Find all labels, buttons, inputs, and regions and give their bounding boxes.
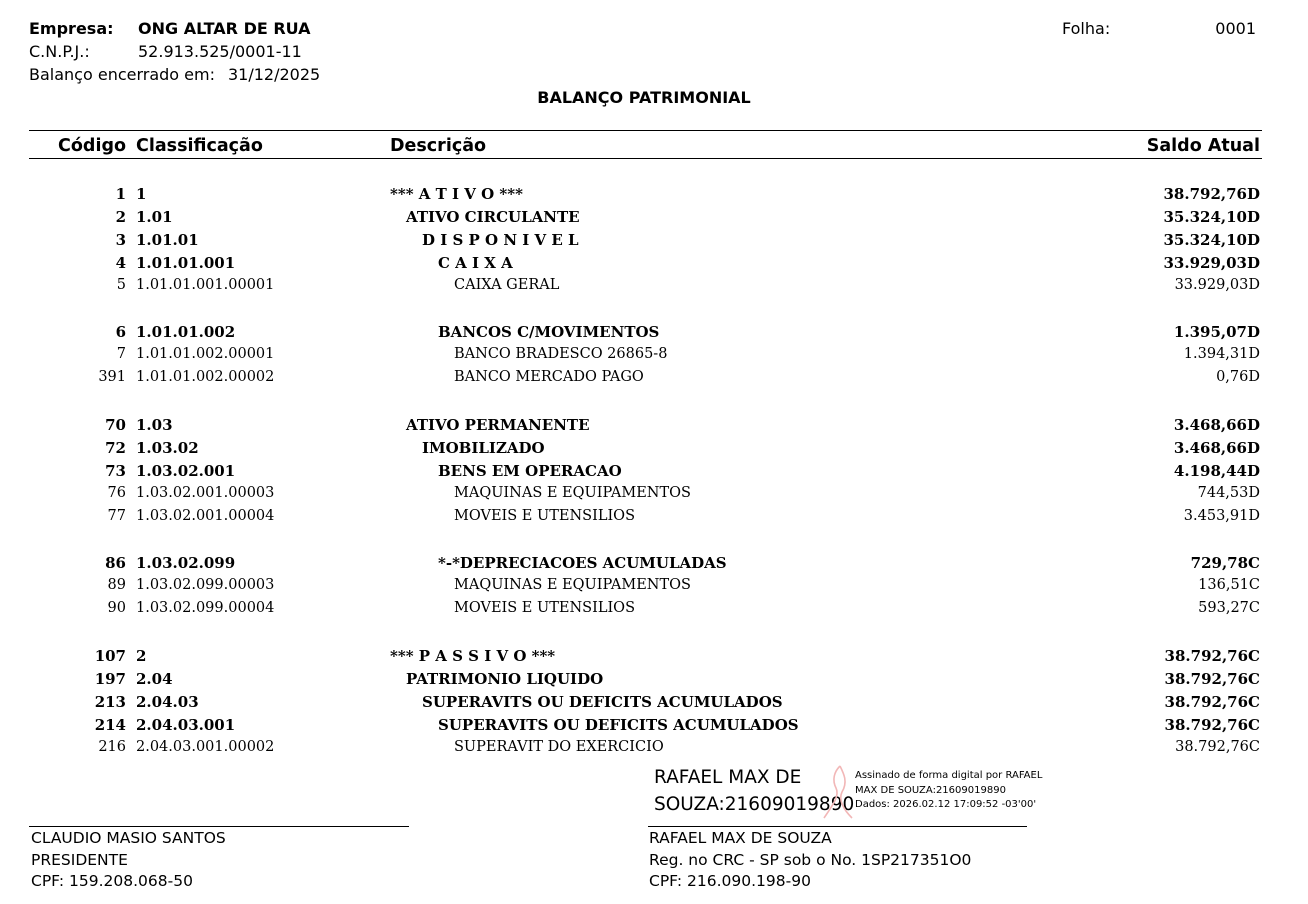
row-classificacao: 1.03.02.099 bbox=[136, 554, 236, 572]
row-classificacao: 1.03 bbox=[136, 416, 173, 434]
row-descricao: PATRIMONIO LIQUIDO bbox=[406, 670, 604, 688]
row-classificacao: 1.03.02.099.00004 bbox=[136, 600, 275, 616]
stamp-name-line2: SOUZA:21609019890 bbox=[654, 794, 855, 815]
table-row bbox=[0, 346, 1308, 369]
row-codigo: 213 bbox=[94, 693, 126, 711]
table-row bbox=[0, 647, 1308, 670]
table-row bbox=[0, 208, 1308, 231]
row-classificacao: 1 bbox=[136, 185, 147, 203]
row-descricao: BENS EM OPERACAO bbox=[438, 462, 622, 480]
table-row bbox=[0, 739, 1308, 762]
signatory-right-cpf: CPF: 216.090.198-90 bbox=[649, 872, 811, 890]
row-classificacao: 1.01.01.002 bbox=[136, 323, 236, 341]
row-classificacao: 1.01.01.001.00001 bbox=[136, 277, 275, 293]
signatory-left-role: PRESIDENTE bbox=[31, 850, 128, 869]
signature-line-left bbox=[29, 826, 409, 827]
col-header-descricao: Descrição bbox=[390, 136, 487, 156]
row-descricao: C A I X A bbox=[438, 254, 513, 272]
cnpj-value: 52.913.525/0001-11 bbox=[138, 42, 302, 61]
row-saldo: 38.792,76C bbox=[1164, 670, 1260, 688]
row-descricao: D I S P O N I V E L bbox=[422, 231, 579, 249]
row-classificacao: 2.04.03.001.00002 bbox=[136, 739, 275, 755]
row-saldo: 0,76D bbox=[1216, 369, 1260, 385]
row-classificacao: 1.01 bbox=[136, 208, 173, 226]
table-row bbox=[0, 369, 1308, 392]
row-saldo: 3.468,66D bbox=[1173, 416, 1260, 434]
signatory-left-name: CLAUDIO MASIO SANTOS bbox=[31, 829, 226, 847]
balanco-label: Balanço encerrado em: bbox=[29, 65, 215, 84]
row-codigo: 107 bbox=[94, 647, 126, 665]
row-classificacao: 2 bbox=[136, 647, 147, 665]
row-descricao: MAQUINAS E EQUIPAMENTOS bbox=[454, 577, 691, 593]
row-descricao: SUPERAVIT DO EXERCICIO bbox=[454, 739, 664, 755]
col-header-saldo: Saldo Atual bbox=[1146, 136, 1260, 156]
row-saldo: 38.792,76D bbox=[1163, 185, 1260, 203]
empresa-label: Empresa: bbox=[29, 19, 114, 38]
row-codigo: 7 bbox=[116, 346, 126, 362]
row-descricao: CAIXA GERAL bbox=[454, 277, 560, 293]
row-descricao: SUPERAVITS OU DEFICITS ACUMULADOS bbox=[422, 693, 783, 711]
table-row bbox=[0, 462, 1308, 485]
row-descricao: SUPERAVITS OU DEFICITS ACUMULADOS bbox=[438, 716, 799, 734]
row-saldo: 593,27C bbox=[1198, 600, 1260, 616]
row-saldo: 33.929,03D bbox=[1174, 277, 1260, 293]
col-header-codigo: Código bbox=[58, 136, 126, 156]
table-row bbox=[0, 600, 1308, 623]
row-descricao: *-*DEPRECIACOES ACUMULADAS bbox=[438, 554, 727, 572]
row-codigo: 73 bbox=[105, 462, 126, 480]
row-classificacao: 2.04.03 bbox=[136, 693, 199, 711]
row-descricao: MOVEIS E UTENSILIOS bbox=[454, 600, 636, 616]
row-codigo: 391 bbox=[98, 369, 126, 385]
row-classificacao: 2.04.03.001 bbox=[136, 716, 236, 734]
row-saldo: 38.792,76C bbox=[1164, 647, 1260, 665]
table-row bbox=[0, 485, 1308, 508]
table-row bbox=[0, 416, 1308, 439]
table-row bbox=[0, 554, 1308, 577]
stamp-info-line1: Assinado de forma digital por RAFAEL bbox=[855, 770, 1043, 781]
row-codigo: 76 bbox=[107, 485, 126, 501]
row-descricao: ATIVO CIRCULANTE bbox=[406, 208, 580, 226]
table-row bbox=[0, 577, 1308, 600]
row-saldo: 38.792,76C bbox=[1175, 739, 1260, 755]
row-descricao: *** A T I V O *** bbox=[390, 185, 523, 203]
table-row bbox=[0, 670, 1308, 693]
row-saldo: 38.792,76C bbox=[1164, 716, 1260, 734]
row-codigo: 216 bbox=[98, 739, 126, 755]
table-row bbox=[0, 277, 1308, 300]
stamp-info-line2: MAX DE SOUZA:21609019890 bbox=[855, 784, 1006, 796]
row-classificacao: 1.03.02.099.00003 bbox=[136, 577, 275, 593]
row-descricao: MAQUINAS E EQUIPAMENTOS bbox=[454, 485, 691, 501]
row-codigo: 197 bbox=[94, 670, 126, 688]
row-codigo: 70 bbox=[105, 416, 126, 434]
row-classificacao: 1.01.01.001 bbox=[136, 254, 236, 272]
row-codigo: 5 bbox=[116, 277, 126, 293]
row-saldo: 136,51C bbox=[1198, 577, 1260, 593]
stamp-name-line1: RAFAEL MAX DE bbox=[654, 767, 802, 788]
table-row bbox=[0, 716, 1308, 739]
table-row bbox=[0, 439, 1308, 462]
row-classificacao: 1.03.02 bbox=[136, 439, 199, 457]
row-descricao: BANCOS C/MOVIMENTOS bbox=[438, 323, 660, 341]
row-descricao: IMOBILIZADO bbox=[422, 439, 545, 457]
row-codigo: 2 bbox=[115, 208, 126, 226]
stamp-info-line3: Dados: 2026.02.12 17:09:52 -03'00' bbox=[855, 799, 1037, 810]
row-saldo: 3.468,66D bbox=[1173, 439, 1260, 457]
row-saldo: 744,53D bbox=[1197, 485, 1260, 501]
folha-value: 0001 bbox=[1215, 19, 1256, 38]
row-codigo: 6 bbox=[115, 323, 126, 341]
row-codigo: 77 bbox=[107, 508, 126, 524]
row-descricao: BANCO BRADESCO 26865-8 bbox=[454, 346, 668, 362]
row-codigo: 214 bbox=[94, 716, 126, 734]
signature-ribbon-icon bbox=[818, 762, 858, 822]
empresa-value: ONG ALTAR DE RUA bbox=[138, 19, 311, 38]
row-saldo: 1.395,07D bbox=[1173, 323, 1260, 341]
row-saldo: 33.929,03D bbox=[1163, 254, 1260, 272]
row-saldo: 38.792,76C bbox=[1164, 693, 1260, 711]
signatory-right-crc: Reg. no CRC - SP sob o No. 1SP217351O0 bbox=[649, 850, 972, 869]
balanco-date: 31/12/2025 bbox=[228, 65, 321, 84]
row-descricao: ATIVO PERMANENTE bbox=[406, 416, 590, 434]
row-codigo: 72 bbox=[105, 439, 126, 457]
row-classificacao: 1.01.01 bbox=[136, 231, 199, 249]
row-saldo: 35.324,10D bbox=[1163, 208, 1260, 226]
row-codigo: 3 bbox=[115, 231, 126, 249]
row-descricao: MOVEIS E UTENSILIOS bbox=[454, 508, 636, 524]
folha-label: Folha: bbox=[1062, 19, 1111, 38]
table-row bbox=[0, 231, 1308, 254]
row-codigo: 4 bbox=[115, 254, 126, 272]
row-classificacao: 1.01.01.002.00002 bbox=[136, 369, 275, 385]
row-classificacao: 1.03.02.001.00003 bbox=[136, 485, 275, 501]
col-header-classificacao: Classificação bbox=[136, 136, 263, 156]
row-saldo: 729,78C bbox=[1190, 554, 1260, 572]
signature-line-right bbox=[648, 826, 1027, 827]
signatory-left-cpf: CPF: 159.208.068-50 bbox=[31, 872, 193, 890]
row-saldo: 35.324,10D bbox=[1163, 231, 1260, 249]
row-saldo: 1.394,31D bbox=[1183, 346, 1260, 362]
row-classificacao: 1.03.02.001.00004 bbox=[136, 508, 275, 524]
row-descricao: BANCO MERCADO PAGO bbox=[454, 369, 644, 385]
row-descricao: *** P A S S I V O *** bbox=[390, 647, 556, 665]
row-codigo: 89 bbox=[107, 577, 126, 593]
signatory-right-name: RAFAEL MAX DE SOUZA bbox=[649, 829, 832, 847]
row-codigo: 86 bbox=[105, 554, 126, 572]
table-row bbox=[0, 185, 1308, 208]
table-row bbox=[0, 254, 1308, 277]
row-codigo: 1 bbox=[115, 185, 126, 203]
row-classificacao: 1.03.02.001 bbox=[136, 462, 236, 480]
cnpj-label: C.N.P.J.: bbox=[29, 42, 90, 61]
table-row bbox=[0, 508, 1308, 531]
row-saldo: 3.453,91D bbox=[1183, 508, 1260, 524]
row-classificacao: 2.04 bbox=[136, 670, 173, 688]
table-row bbox=[0, 693, 1308, 716]
report-title: BALANÇO PATRIMONIAL bbox=[537, 88, 751, 107]
row-classificacao: 1.01.01.002.00001 bbox=[136, 346, 275, 362]
header-top-rule bbox=[29, 130, 1262, 131]
table-row bbox=[0, 323, 1308, 346]
row-saldo: 4.198,44D bbox=[1173, 462, 1260, 480]
header-bottom-rule bbox=[29, 158, 1262, 159]
row-codigo: 90 bbox=[107, 600, 126, 616]
